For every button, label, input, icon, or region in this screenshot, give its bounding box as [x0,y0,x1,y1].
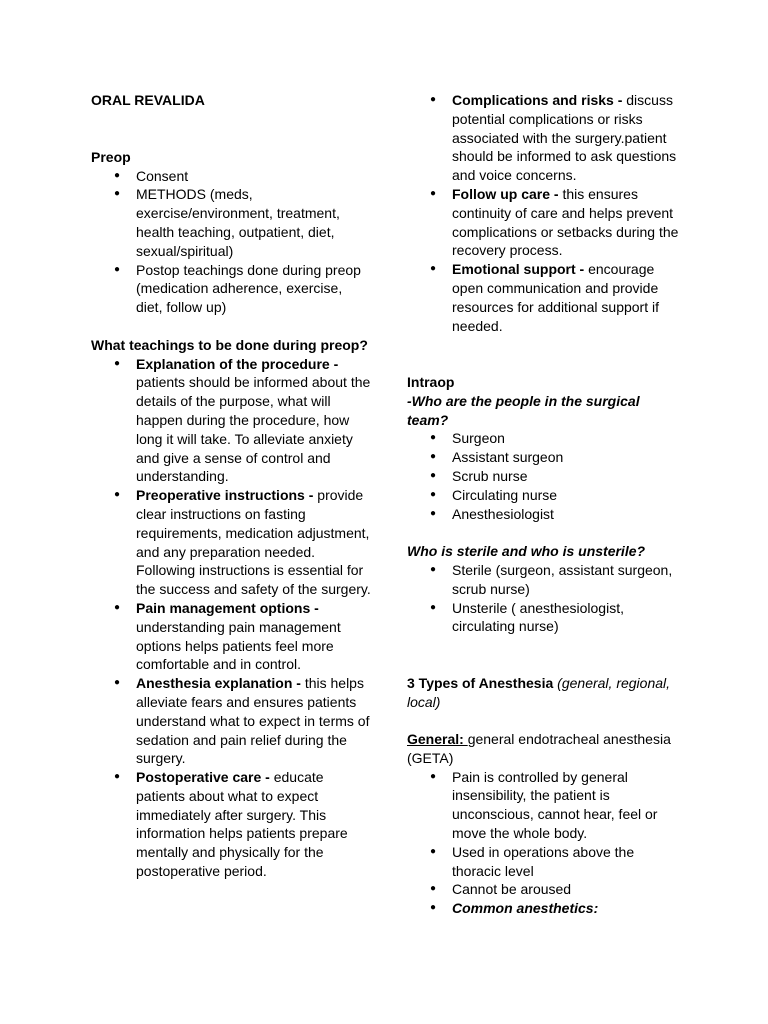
list-item [136,599,371,674]
list-item [452,185,682,260]
item-term: Complications and risks - [452,92,623,108]
item-desc: understanding pain management options helps patients feel more comfortable and in control. [136,618,341,673]
list-item: ● Assistant surgeon [452,448,682,467]
list-item [452,91,682,185]
teachings-continued-list [407,91,682,335]
list-item: ● Postop teachings done during preop (medication adherence, exercise, diet, follow up) [136,261,371,317]
item-term: Explanation of the procedure - [136,355,339,372]
list-item: ● Circulating nurse [452,486,682,505]
preop-heading: Preop [91,148,131,165]
left-column [91,91,371,881]
right-column [407,91,682,918]
list-item: ● METHODS (meds, exercise/environment, treatment, health teaching, outpatient, diet, sexual/spiritual) [136,185,371,260]
general-anesthesia-line [407,730,682,768]
item-term: Anesthesia explanation - [136,675,301,692]
item-term: Pain management options - [136,599,319,616]
list-item: ● Consent [136,167,371,186]
list-item [136,674,371,768]
list-item [452,899,682,918]
intraop-heading: Intraop [407,373,455,390]
item-desc: encourage open communication and provide resources for additional support if needed. [452,261,659,334]
team-question: -Who are the people in the surgical team? [407,392,640,428]
list-item: ● Used in operations above the thoracic level [452,843,682,881]
list-item: ● Pain is controlled by general insensibility, the patient is unconscious, cannot hear, feel or move the whole body. [452,768,682,843]
general-desc: general endotracheal anesthesia (GETA) [407,731,671,766]
item-desc: patients should be informed about the details of the purpose, what will happen during the procedure, how long it will take. To alleviate anxiety and give a sense of control and understanding. [136,374,371,485]
sterile-question: Who is sterile and who is unsterile? [407,543,646,560]
item-desc: this helps alleviate fears and ensures patients understand what to expect in terms of sedation and pain relief during the surgery. [136,675,370,767]
anesthesia-types-line [407,674,682,712]
item-desc: educate patients about what to expect immediately after surgery. This information helps patients prepare mentally and physically for the postoperative period. [136,769,348,880]
list-item [136,486,371,599]
item-desc: this ensures continuity of care and helps prevent complications or setbacks during the recovery process. [452,185,679,259]
teachings-list [91,355,371,881]
item-desc: discuss potential complications or risks associated with the surgery.patient should be informed to ask questions and voice concerns. [452,92,677,184]
item-term: Postoperative care - [136,769,270,786]
common-anesthetics: Common anesthetics: [452,900,599,917]
surgical-team-list [407,429,682,523]
list-item [452,260,682,335]
item-term: Follow up care - [452,185,559,202]
teachings-heading: What teachings to be done during preop? [91,336,368,353]
list-item: ● Cannot be aroused [452,880,682,899]
item-term: Emotional support - [452,261,585,278]
preop-list [91,167,371,317]
item-desc: provide clear instructions on fasting requirements, medication adjustment, and any preparation needed. Following instructions is essential for the success and safety of the surgery. [136,487,371,598]
list-item: ● Sterile (surgeon, assistant surgeon, scrub nurse) [452,561,682,599]
anesthesia-heading: 3 Types of Anesthesia [407,674,554,691]
document-title: ORAL REVALIDA [91,92,205,108]
item-term: Preoperative instructions - [136,487,314,504]
list-item: ● Unsterile ( anesthesiologist, circulating nurse) [452,599,682,637]
list-item: ● Surgeon [452,429,682,448]
general-label: General: [407,731,468,748]
anesthesia-types: (general, regional, local) [407,674,671,710]
list-item [136,355,371,487]
list-item: ● Scrub nurse [452,467,682,486]
list-item: ● Anesthesiologist [452,505,682,524]
general-anesthesia-list [407,768,682,918]
sterile-list [407,561,682,636]
list-item [136,768,371,881]
